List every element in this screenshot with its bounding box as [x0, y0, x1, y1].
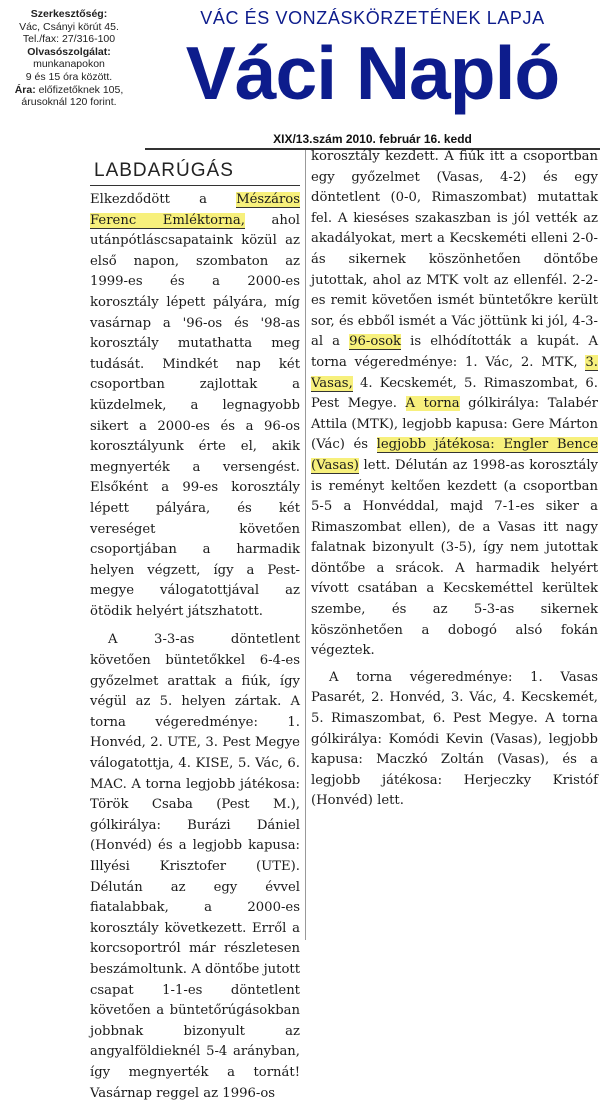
p3-highlight-2: 3. Vasas, [311, 354, 598, 391]
newspaper-title: Váci Napló [185, 31, 560, 115]
p3-text-e: lett. Délután az 1998-as korosztály is reményt keltően kezdett (a csoportban 5-5 a Honvéddal, majd 7-1-es siker a Rimaszombat ellen), de a Vasas itt nagy falatnak bizonyult (3-5), így nem jutottak döntőbe a srácok. A harmadik helyért vívott csatában a Kecskeméttel kerültek szembe, és az 5-3-as sikernek köszönhetően a dobogó alsó fokán végeztek. [311, 457, 598, 659]
tagline: VÁC ÉS VONZÁSKÖRZETÉNEK LAPJA [200, 8, 545, 28]
p3-text-d: gólkirálya: Talabér Attila (MTK), legjobb kapusa: Gere Márton (Vác) és [311, 396, 598, 453]
issue-dateline: XIX/13.szám 2010. február 16. kedd [145, 132, 600, 150]
p1-text-b: ahol utánpótláscsapataink közül az első napon, szombaton az 1999-es és a 2000-es korosztály lépett pályára, míg vasárnap a '96-os és '98-as korosztály mutathatta meg tudását. Mindkét nap két csoportban zajlottak a küzdelmek, a legnagyobb sikert a 2000-es és a 96-os korosztályunk érte el, akik megnyerték a versengést. Elsőként a 99-es korosztály lépett pályára, és két vereséget követően csoportjában a harmadik helyen végzett, így a Pest-megye válogatottjával az ötödik helyért játszhatott. [90, 212, 300, 619]
article-column-left [90, 150, 300, 1104]
p3-text-b: is elhódították a kupát. A torna végeredménye: 1. Vác, 2. MTK, [311, 334, 599, 370]
p3-highlight-1: 96-osok [349, 334, 402, 350]
reading-room-label: Olvasószolgálat: [27, 45, 111, 58]
editorial-phone: Tel./fax: 27/316-100 [22, 33, 116, 46]
reading-room-days: munkanapokon [33, 58, 105, 71]
paragraph-3 [311, 147, 598, 662]
section-heading: LABDARÚGÁS [90, 150, 300, 186]
p3-highlight-3: A torna [405, 396, 460, 412]
price-retail: árusoknál 120 forint. [21, 96, 117, 109]
reading-room-hours: 9 és 15 óra között. [25, 70, 113, 83]
price-label: Ára: [14, 83, 36, 96]
paragraph-4: A torna végeredménye: 1. Vasas Pasarét, 2. Honvéd, 3. Vác, 4. Kecskemét, 5. Rimaszombat, 6. Pest Megye. A torna gólkirálya: Komódi Kevin (Vasas), legjobb kapusa: Maczkó Zoltán (Vasas), és a legjobb játékosa: Herjeczky Kristóf (Honvéd) lett. [311, 669, 598, 809]
column-divider [305, 150, 306, 940]
paragraph-1 [90, 190, 300, 622]
p3-highlight-4: legjobb játékosa: Engler Bence (Vasas) [311, 437, 598, 473]
editorial-label: Szerkesztőség: [30, 8, 108, 20]
editorial-address: Vác, Csányi körút 45. [19, 20, 119, 33]
p3-text-a: korosztály kezdett. A fiúk itt a csoportban egy győzelmet (Vasas, 4-2) és egy döntetlent (0-0, Rimaszombat) mutattak fel. A kieséses szakaszban is jól vették az akadályokat, mert a Kecskeméti elleni 2-0-ás sikernek köszönhetően döntőbe jutottak, ahol az MTK volt az ellenfél. 2-2-es remit követően ismét büntetőkre került sor, és ebből ismét a Vác jöttünk ki jól, 4-3-al a [311, 149, 598, 350]
paragraph-2: A 3-3-as döntetlent követően büntetőkkel 6-4-es győzelmet arattak a fiúk, így végül az 5. helyen zártak. A torna végeredménye: 1. Honvéd, 2. UTE, 3. Pest Megye válogatottja, 4. KISE, 5. Vác, 6. MAC. A torna legjobb játékosa: Török Csaba (Pest M.), gólkirálya: Burázi Dániel (Honvéd) és a legjobb kapusa: Illyési Krisztofer (UTE). Délután az egy évvel fiatalabbak, a 2000-es korosztály következett. Erről a korcsoportról már részletesen beszámoltunk. A döntőbe jutott csapat 1-1-es döntetlent követően a büntetőrúgásokban jobbnak bizonyult az angyalföldieknél 5-4 arányban, így megnyerték a tornát! Vasárnap reggel az 1996-os [90, 632, 300, 1101]
masthead-info [4, 8, 134, 109]
price-line [4, 84, 134, 97]
price-subscribers: előfizetőknek 105, [35, 83, 124, 96]
p1-text-a: Elkezdődött a [90, 192, 237, 207]
p1-highlight: Mészáros Ferenc Emléktorna, [90, 192, 300, 228]
article-column-right [311, 147, 598, 812]
p3-text-c: 4. Kecskemét, 5. Rimaszombat, 6. Pest Megye. [311, 375, 598, 412]
